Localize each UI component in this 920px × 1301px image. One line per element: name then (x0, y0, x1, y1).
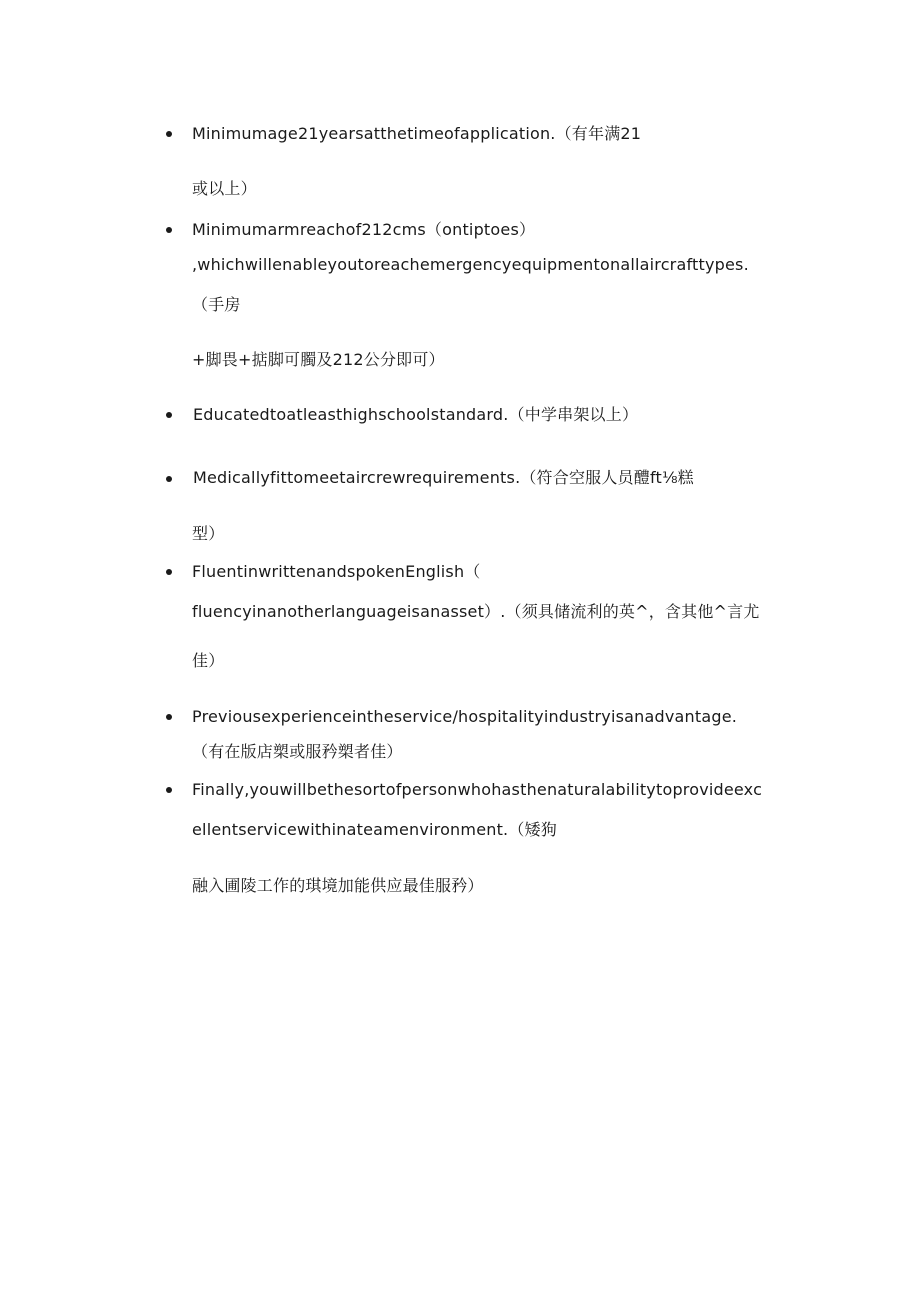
bullet-icon (166, 412, 172, 418)
requirement-3-line-1: Educatedtoatleasthighschoolstandard.（中学串架以上） (193, 405, 639, 424)
bullet-icon (166, 131, 172, 137)
requirement-5-line-3: 佳） (192, 651, 225, 670)
requirement-2-line-3: （手房 (192, 295, 241, 314)
requirement-7-line-1: Finally,youwillbethesortofpersonwhohasthenaturalabilitytoprovideexc (192, 780, 763, 799)
bullet-icon (166, 787, 172, 793)
requirement-2-line-4: +脚畏+掂脚可臅及212公分即可） (192, 350, 445, 369)
requirement-6-line-2: （有在版店槊或服矜槊者佳） (192, 742, 403, 761)
requirement-7-line-3: 融入圃陵工作的琪境加能供应最佳服矜） (192, 876, 484, 895)
requirement-5-line-2: fluencyinanotherlanguageisanasset）.（须具储流利的英^，含其他^言尤 (192, 602, 760, 621)
requirement-5-line-1: FluentinwrittenandspokenEnglish（ (192, 562, 481, 581)
requirement-1-line-2: 或以上） (192, 179, 257, 198)
bullet-icon (166, 569, 172, 575)
requirement-2-line-1: Minimumarmreachof212cms（ontiptoes） (192, 220, 536, 239)
bullet-icon (166, 476, 172, 482)
requirement-2-line-2: ,whichwillenableyoutoreachemergencyequipmentonallaircrafttypes. (192, 255, 749, 274)
requirement-6-line-1: Previousexperienceintheservice/hospitalityindustryisanadvantage. (192, 707, 738, 726)
requirement-7-line-2: ellentservicewithinateamenvironment.（矮狗 (192, 820, 557, 839)
requirement-4-line-1: Medicallyfittomeetaircrewrequirements.（符合空服人员醴ft⅛糕 (193, 468, 694, 487)
bullet-icon (166, 227, 172, 233)
requirement-4-line-2: 型） (192, 524, 225, 543)
requirement-1-line-1: Minimumage21yearsatthetimeofapplication.（有年满21 (192, 124, 642, 143)
bullet-icon (166, 714, 172, 720)
